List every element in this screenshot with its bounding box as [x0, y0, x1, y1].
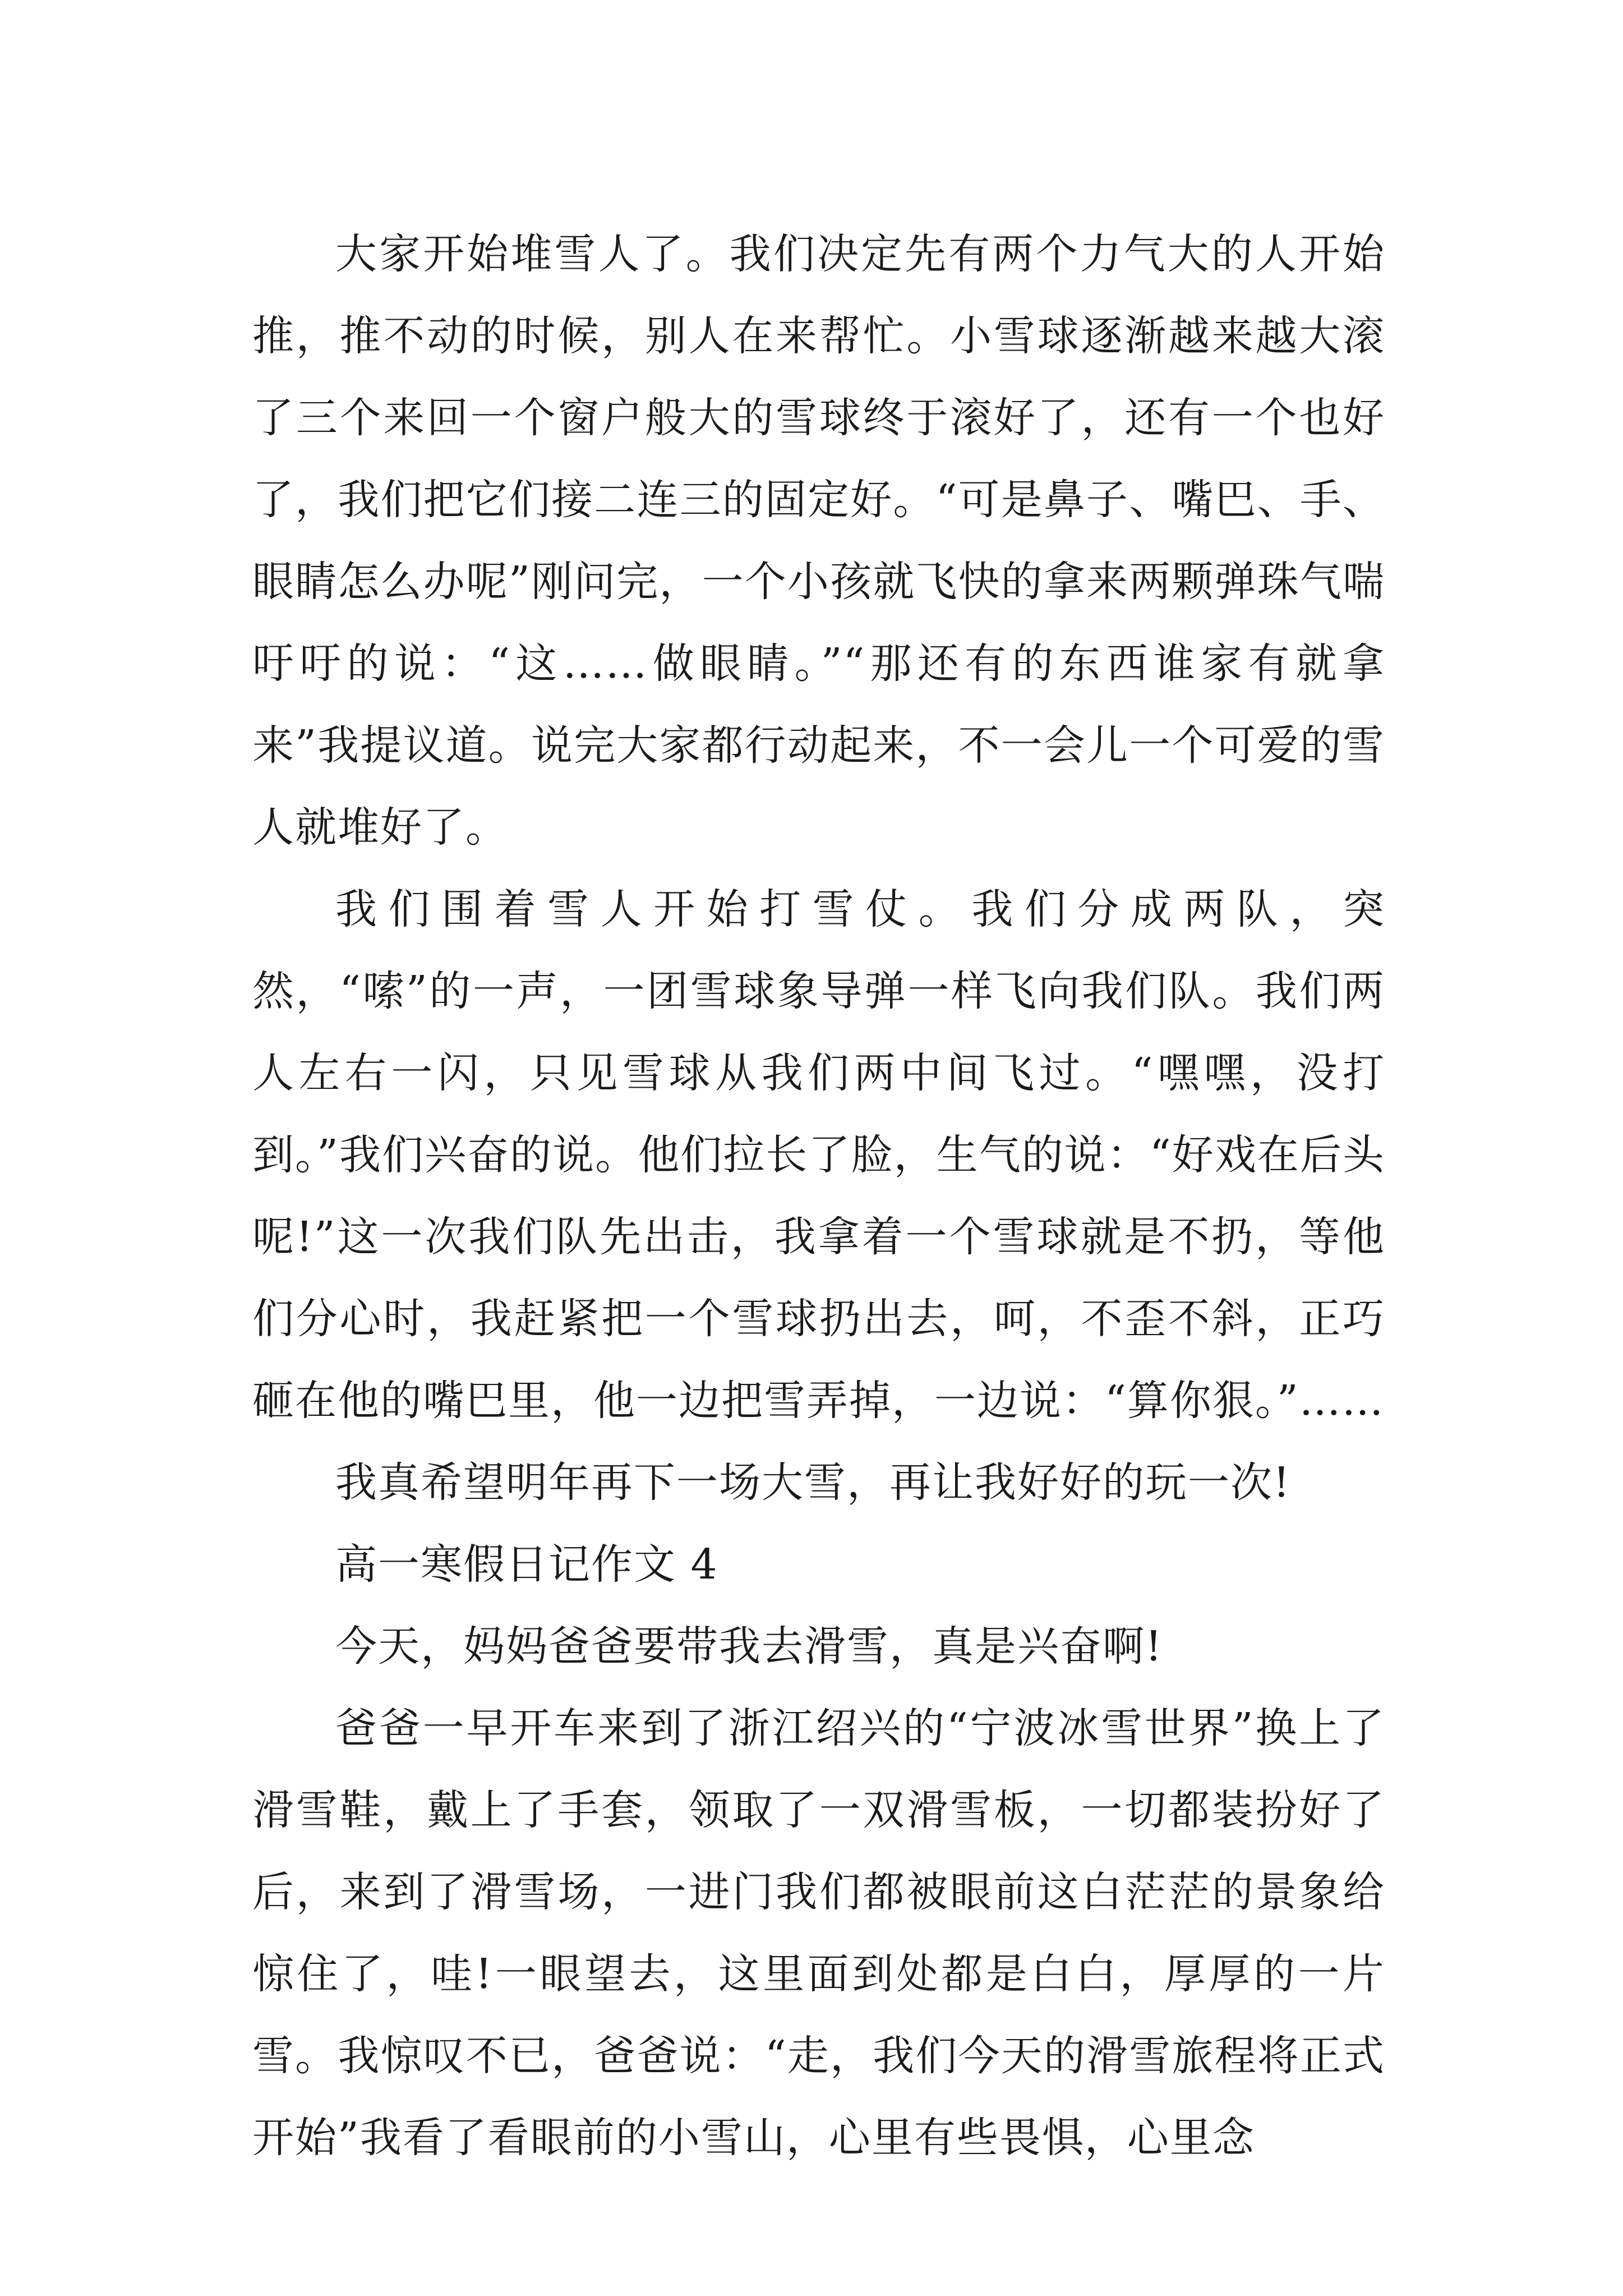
document-body [252, 213, 1385, 2179]
paragraph-ski-intro: 今天，妈妈爸爸要带我去滑雪，真是兴奋啊! [335, 1622, 1163, 1671]
section-heading: 高一寒假日记作文 4 [335, 1540, 718, 1589]
paragraph-wish: 我真希望明年再下一场大雪，再让我好好的玩一次! [335, 1458, 1291, 1507]
paragraph-building-snowman: 大家开始堆雪人了。我们决定先有两个力气大的人开始推，推不动的时候，别人在来帮忙。小雪球逐渐越来越大滚了三个来回一个窗户般大的雪球终于滚好了，还有一个也好了，我们把它们接二连三的固定好。“可是鼻子、嘴巴、手、眼睛怎么办呢”刚问完，一个小孩就飞快的拿来两颗弹珠气喘吁吁的说：“这……做眼睛。”“那还有的东西谁家有就拿来”我提议道。说完大家都行动起来，不一会儿一个可爱的雪人就堆好了。 [252, 230, 1385, 852]
paragraph-ski-arrival: 爸爸一早开车来到了浙江绍兴的“宁波冰雪世界”换上了滑雪鞋，戴上了手套，领取了一双滑雪板，一切都装扮好了后，来到了滑雪场，一进门我们都被眼前这白茫茫的景象给惊住了，哇!一眼望去，这里面到处都是白白，厚厚的一片雪。我惊叹不已，爸爸说：“走，我们今天的滑雪旅程将正式开始”我看了看眼前的小雪山，心里有些畏惧，心里念 [252, 1704, 1385, 2162]
paragraph-snowball-fight: 我们围着雪人开始打雪仗。我们分成两队，突然，“嗦”的一声，一团雪球象导弹一样飞向我们队。我们两人左右一闪，只见雪球从我们两中间飞过。“嘿嘿，没打到。”我们兴奋的说。他们拉长了脸，生气的说：“好戏在后头呢!”这一次我们队先出击，我拿着一个雪球就是不扔，等他们分心时，我赶紧把一个雪球扔出去，呵，不歪不斜，正巧砸在他的嘴巴里，他一边把雪弄掉，一边说：“算你狠。”…… [252, 885, 1385, 1425]
